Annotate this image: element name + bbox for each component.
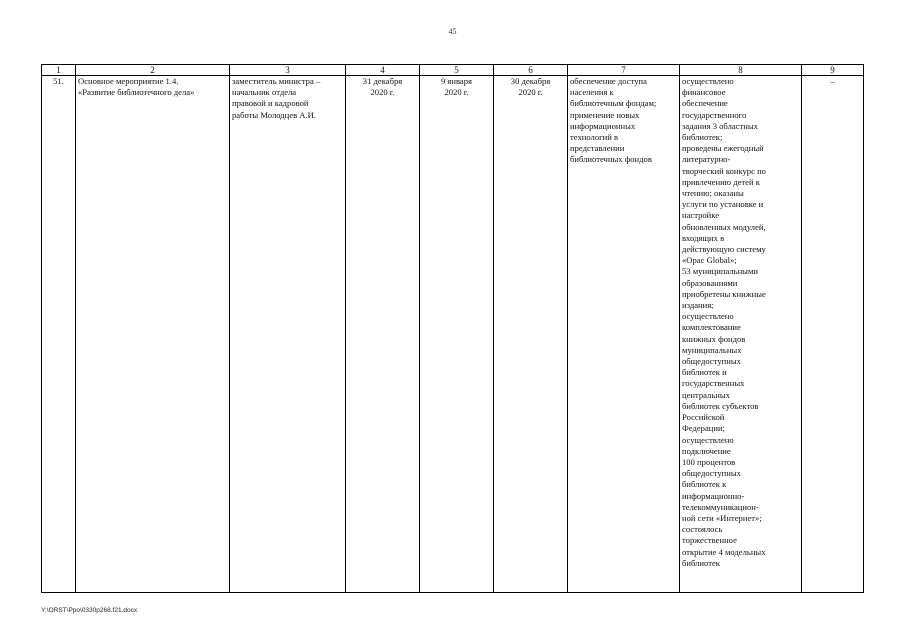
column-number-8: 8: [680, 65, 802, 76]
start-date-cell: 9 января 2020 г.: [420, 76, 494, 593]
column-number-5: 5: [420, 65, 494, 76]
responsible-person-cell: заместитель министра – начальник отдела правовой и кадровой работы Молодцев А.И.: [230, 76, 346, 593]
report-table-container: [41, 64, 863, 593]
column-number-1: 1: [42, 65, 76, 76]
column-number-4: 4: [346, 65, 420, 76]
event-name-cell: Основное мероприятие 1.4. «Развитие библиотечного дела»: [76, 76, 230, 593]
column-number-6: 6: [494, 65, 568, 76]
row-number-cell: 51.: [42, 76, 76, 593]
report-table: [41, 64, 864, 593]
column-number-2: 2: [76, 65, 230, 76]
column-number-row: [42, 65, 864, 76]
column-number-7: 7: [568, 65, 680, 76]
expected-result-cell: обеспечение доступа населения к библиотечным фондам; применение новых информационных технологий в представлении библиотечных фондов: [568, 76, 680, 593]
column-number-3: 3: [230, 65, 346, 76]
page-number: 45: [448, 27, 457, 36]
column-number-9: 9: [802, 65, 864, 76]
achieved-result-cell: осуществлено финансовое обеспечение государственного задания 3 областных библиотек; проведены ежегодный литературно- творческий конкурс по привлечению детей к чтению; оказаны услуги по установке и настройке обновленных модулей, входящих в действующую систему «Opac Global»; 53 муниципальными образованиями приобретены книжные издания; осуществлено комплектование книжных фондов муниципальных общедоступных библиотек и государственных центральных библиотек субъектов Российской Федерации; осуществлено подключение 100 процентов общедоступных библиотек к информационно- телекоммуникацион- ной сети «Интернет»; состоялось торжественное открытие 4 модельных библиотек: [680, 76, 802, 593]
table-row: [42, 76, 864, 593]
planned-date-cell: 31 декабря 2020 г.: [346, 76, 420, 593]
footer-file-path: Y:\ORST\Ppo\0330p268.f21.docx: [41, 607, 138, 614]
end-date-cell: 30 декабря 2020 г.: [494, 76, 568, 593]
problems-cell: –: [802, 76, 864, 593]
